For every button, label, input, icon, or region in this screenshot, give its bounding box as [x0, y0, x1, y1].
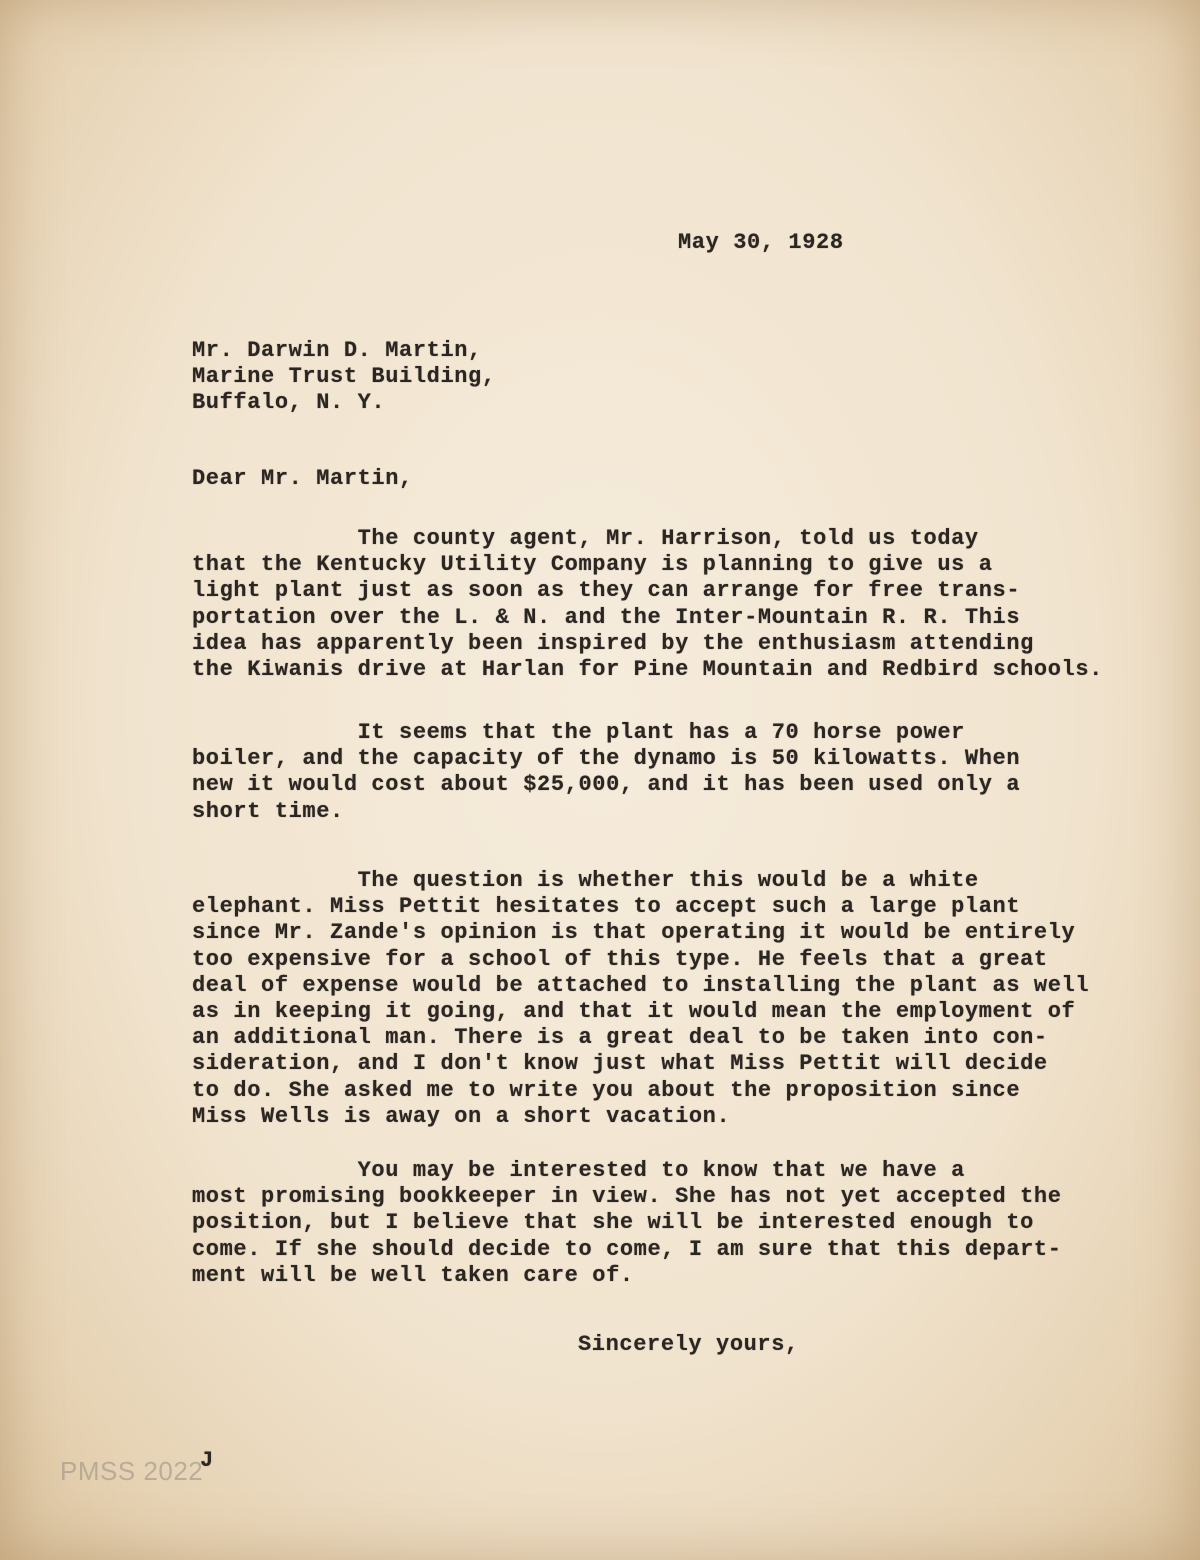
paragraph-line: the Kiwanis drive at Harlan for Pine Mountain and Redbird schools. — [192, 657, 1103, 683]
paragraph-line: new it would cost about $25,000, and it has been used only a — [192, 772, 1021, 798]
paragraph-line: The county agent, Mr. Harrison, told us today — [192, 526, 979, 551]
paragraph-line: an additional man. There is a great deal to be taken into con- — [192, 1025, 1048, 1051]
typist-initials: J — [200, 1448, 214, 1473]
paragraph-3 — [192, 868, 1152, 1130]
salutation: Dear Mr. Martin, — [192, 466, 413, 491]
paragraph-line: Miss Wells is away on a short vacation. — [192, 1103, 731, 1129]
paragraph-line: come. If she should decide to come, I am sure that this depart- — [192, 1236, 1062, 1262]
paragraph-line: to do. She asked me to write you about the proposition since — [192, 1077, 1021, 1103]
paragraph-4 — [192, 1158, 1152, 1289]
paragraph-line: You may be interested to know that we have a — [192, 1158, 965, 1183]
letter-date: May 30, 1928 — [678, 230, 844, 255]
paragraph-line: elephant. Miss Pettit hesitates to accept such a large plant — [192, 894, 1021, 920]
paragraph-line: that the Kentucky Utility Company is planning to give us a — [192, 552, 993, 578]
paragraph-line: most promising bookkeeper in view. She has not yet accepted the — [192, 1184, 1062, 1210]
recipient-building: Marine Trust Building, — [192, 364, 496, 389]
recipient-city: Buffalo, N. Y. — [192, 390, 386, 415]
archive-watermark: PMSS 2022 — [60, 1456, 204, 1486]
paragraph-line: boiler, and the capacity of the dynamo is 50 kilowatts. When — [192, 746, 1021, 772]
paragraph-line: portation over the L. & N. and the Inter-Mountain R. R. This — [192, 604, 1021, 630]
recipient-name: Mr. Darwin D. Martin, — [192, 338, 482, 363]
paragraph-line: ment will be well taken care of. — [192, 1262, 634, 1288]
paragraph-line: short time. — [192, 798, 344, 824]
paragraph-line: light plant just as soon as they can arrange for free trans- — [192, 578, 1021, 604]
paragraph-line: since Mr. Zande's opinion is that operating it would be entirely — [192, 920, 1076, 946]
paragraph-1 — [192, 526, 1152, 683]
paragraph-2 — [192, 720, 1152, 825]
paragraph-line: position, but I believe that she will be interested enough to — [192, 1210, 1034, 1236]
paragraph-line: idea has apparently been inspired by the enthusiasm attending — [192, 630, 1034, 656]
paragraph-line: It seems that the plant has a 70 horse power — [192, 720, 965, 745]
paragraph-line: as in keeping it going, and that it would mean the employment of — [192, 999, 1076, 1025]
paragraph-line: too expensive for a school of this type. He feels that a great — [192, 946, 1048, 972]
paragraph-line: The question is whether this would be a white — [192, 868, 979, 893]
closing: Sincerely yours, — [578, 1332, 799, 1357]
paragraph-line: sideration, and I don't know just what Miss Pettit will decide — [192, 1051, 1048, 1077]
paragraph-line: deal of expense would be attached to installing the plant as well — [192, 972, 1090, 998]
